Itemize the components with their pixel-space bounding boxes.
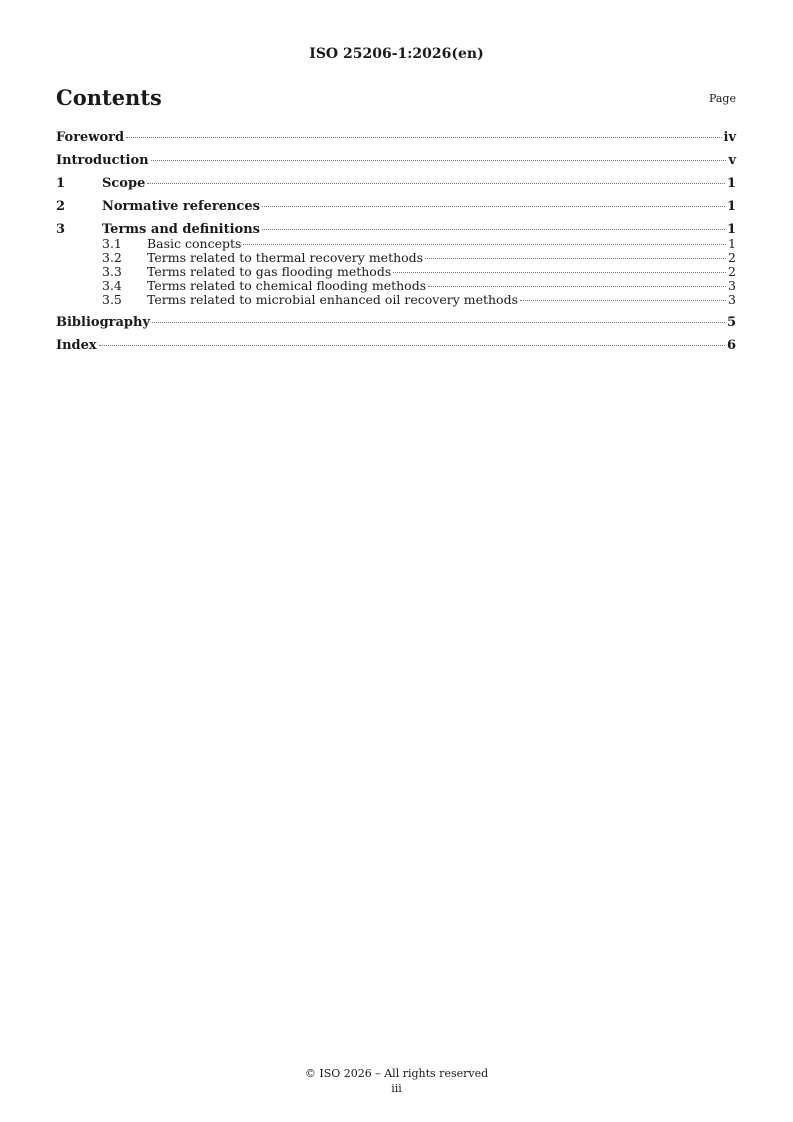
dot-leader xyxy=(393,272,726,273)
toc-entry-title: Terms related to chemical flooding methods xyxy=(147,278,427,293)
dot-leader xyxy=(262,206,725,207)
toc-entry-number: 2 xyxy=(56,199,66,214)
toc-entry-page: v xyxy=(728,153,736,168)
toc-entry-page: 1 xyxy=(726,176,736,191)
dot-leader xyxy=(99,345,725,346)
toc-entry[interactable] xyxy=(56,279,736,293)
toc-entry-number: 3.4 xyxy=(102,278,122,293)
toc-entry-number: 3.2 xyxy=(102,250,122,265)
dot-leader xyxy=(126,137,721,138)
toc-entry-title: Foreword xyxy=(56,130,125,145)
dot-leader xyxy=(152,322,725,323)
toc-entry-page: 3 xyxy=(728,292,736,307)
toc-entry[interactable] xyxy=(56,153,736,168)
dot-leader xyxy=(147,183,725,184)
toc-entry-number: 3.5 xyxy=(102,292,122,307)
toc-entry-page: 3 xyxy=(728,278,736,293)
toc-entry-page: iv xyxy=(723,130,736,145)
toc-entry-number: 3.3 xyxy=(102,264,122,279)
document-id-header: ISO 25206-1:2026(en) xyxy=(309,46,484,62)
toc-entry-title: Introduction xyxy=(56,153,149,168)
toc-entry[interactable] xyxy=(56,176,736,191)
toc-entry-page: 6 xyxy=(726,338,736,353)
dot-leader xyxy=(520,300,726,301)
toc-entry-title: Terms related to microbial enhanced oil recovery methods xyxy=(147,292,519,307)
toc-entry[interactable] xyxy=(56,251,736,265)
toc-entry[interactable] xyxy=(56,237,736,251)
contents-title: Contents xyxy=(56,85,162,110)
toc-entry-title: Terms and definitions xyxy=(102,222,260,237)
toc-entry[interactable] xyxy=(56,315,736,330)
toc-entry-page: 1 xyxy=(728,236,736,251)
page-column-label: Page xyxy=(708,92,736,105)
copyright-notice: © ISO 2026 – All rights reserved xyxy=(304,1067,489,1080)
toc-entry-page: 1 xyxy=(726,222,736,237)
toc-entry-title: Index xyxy=(56,338,97,353)
toc-entry[interactable] xyxy=(56,130,736,145)
toc-entry-number: 1 xyxy=(56,176,66,191)
page-footer xyxy=(0,1066,793,1096)
toc-entry-page: 5 xyxy=(726,315,736,330)
toc-entry-title: Terms related to gas flooding methods xyxy=(147,264,392,279)
table-of-contents xyxy=(56,130,736,353)
toc-entry[interactable] xyxy=(56,265,736,279)
toc-entry[interactable] xyxy=(56,222,736,237)
dot-leader xyxy=(425,258,726,259)
toc-entry-page: 1 xyxy=(726,199,736,214)
toc-entry-page: 2 xyxy=(728,250,736,265)
dot-leader xyxy=(262,229,725,230)
dot-leader xyxy=(243,244,726,245)
toc-entry[interactable] xyxy=(56,199,736,214)
toc-entry-number: 3 xyxy=(56,222,66,237)
dot-leader xyxy=(151,160,727,161)
toc-entry-title: Normative references xyxy=(102,199,260,214)
dot-leader xyxy=(428,286,726,287)
toc-entry-title: Terms related to thermal recovery methods xyxy=(147,250,424,265)
toc-entry-page: 2 xyxy=(728,264,736,279)
toc-entry-title: Scope xyxy=(102,176,146,191)
footer-page-number: iii xyxy=(391,1082,402,1095)
toc-entry[interactable] xyxy=(56,338,736,353)
toc-entry[interactable] xyxy=(56,293,736,307)
toc-entry-title: Basic concepts xyxy=(147,236,242,251)
toc-entry-title: Bibliography xyxy=(56,315,151,330)
toc-entry-number: 3.1 xyxy=(102,236,122,251)
